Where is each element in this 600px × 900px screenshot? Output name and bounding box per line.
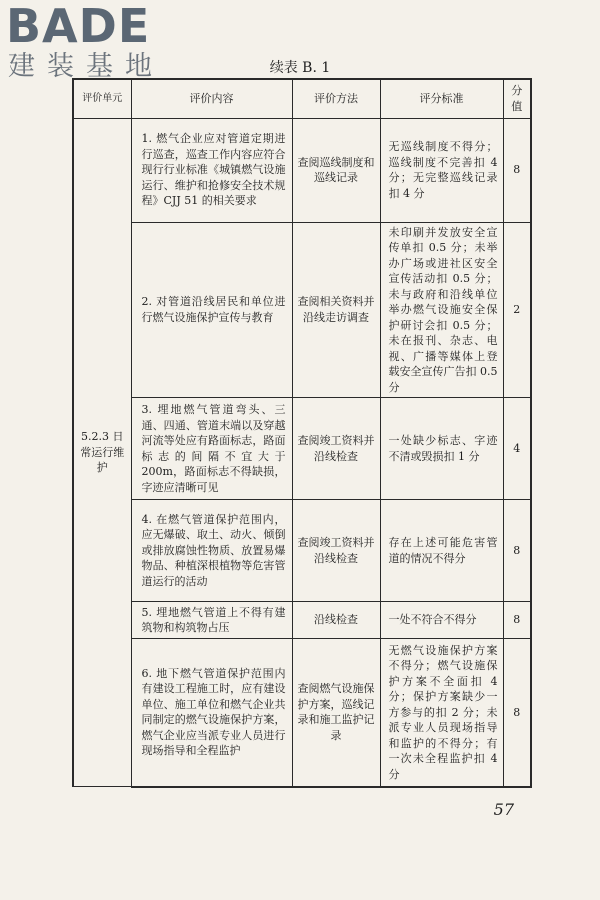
content-cell: 2. 对管道沿线居民和单位进行燃气设施保护宣传与教育 bbox=[131, 222, 292, 398]
logo-main-text: BADE bbox=[6, 0, 151, 53]
header-method: 评价方法 bbox=[292, 79, 380, 118]
logo-sub-text: 建装基地 bbox=[8, 51, 164, 82]
header-content: 评价内容 bbox=[131, 79, 292, 118]
header-unit: 评价单元 bbox=[73, 79, 131, 118]
score-cell: 8 bbox=[503, 118, 531, 222]
header-criteria: 评分标准 bbox=[380, 79, 503, 118]
criteria-cell: 无巡线制度不得分；巡线制度不完善扣 4 分；无完整巡线记录扣 4 分 bbox=[380, 118, 503, 222]
content-cell: 5. 埋地燃气管道上不得有建筑物和构筑物占压 bbox=[131, 602, 292, 639]
table-row bbox=[73, 639, 531, 787]
score-cell: 8 bbox=[503, 500, 531, 602]
criteria-cell: 存在上述可能危害管道的情况不得分 bbox=[380, 500, 503, 602]
content-cell: 4. 在燃气管道保护范围内，应无爆破、取土、动火、倾倒或排放腐蚀性物质、放置易爆物品、种植深根植物等危害管道运行的活动 bbox=[131, 500, 292, 602]
method-cell: 查阅竣工资料并沿线检查 bbox=[292, 500, 380, 602]
content-cell: 1. 燃气企业应对管道定期进行巡查，巡查工作内容应符合现行行业标准《城镇燃气设施运行、维护和抢修安全技术规程》CJJ 51 的相关要求 bbox=[131, 118, 292, 222]
table-row bbox=[73, 500, 531, 602]
header-score: 分值 bbox=[503, 79, 531, 118]
table-header-row bbox=[73, 79, 531, 118]
evaluation-table bbox=[72, 78, 532, 788]
method-cell: 查阅巡线制度和巡线记录 bbox=[292, 118, 380, 222]
table-caption: 续表 B. 1 bbox=[269, 60, 331, 76]
criteria-cell: 一处不符合不得分 bbox=[380, 602, 503, 639]
table-row bbox=[73, 398, 531, 500]
score-cell: 8 bbox=[503, 639, 531, 787]
method-cell: 查阅燃气设施保护方案，巡线记录和施工监护记录 bbox=[292, 639, 380, 787]
criteria-cell: 未印刷并发放安全宣传单扣 0.5 分；未举办广场或进社区安全宣传活动扣 0.5 分；未与政府和沿线单位举办燃气设施安全保护研讨会扣 0.5 分；未在报刊、杂志、电视、广播等媒体上登载安全宣传广告扣 0.5 分 bbox=[380, 222, 503, 398]
table-row bbox=[73, 602, 531, 639]
content-cell: 3. 埋地燃气管道弯头、三通、四通、管道末端以及穿越河流等处应有路面标志，路面标志的间隔不宜大于 200m，路面标志不得缺损，字迹应清晰可见 bbox=[131, 398, 292, 500]
content-cell: 6. 地下燃气管道保护范围内有建设工程施工时，应有建设单位、施工单位和燃气企业共同制定的燃气设施保护方案，燃气企业应当派专业人员进行现场指导和全程监护 bbox=[131, 639, 292, 787]
score-cell: 4 bbox=[503, 398, 531, 500]
criteria-cell: 一处缺少标志、字迹不清或毁损扣 1 分 bbox=[380, 398, 503, 500]
unit-cell: 5.2.3 日常运行维护 bbox=[73, 118, 131, 787]
score-cell: 2 bbox=[503, 222, 531, 398]
method-cell: 查阅竣工资料并沿线检查 bbox=[292, 398, 380, 500]
table-row bbox=[73, 222, 531, 398]
method-cell: 查阅相关资料并沿线走访调查 bbox=[292, 222, 380, 398]
page-number: 57 bbox=[493, 800, 514, 819]
criteria-cell: 无燃气设施保护方案不得分；燃气设施保护方案不全面扣 4 分；保护方案缺少一方参与的扣 2 分；未派专业人员现场指导和监护的不得分；有一次未全程监护扣 4 分 bbox=[380, 639, 503, 787]
method-cell: 沿线检查 bbox=[292, 602, 380, 639]
score-cell: 8 bbox=[503, 602, 531, 639]
table-row bbox=[73, 118, 531, 222]
